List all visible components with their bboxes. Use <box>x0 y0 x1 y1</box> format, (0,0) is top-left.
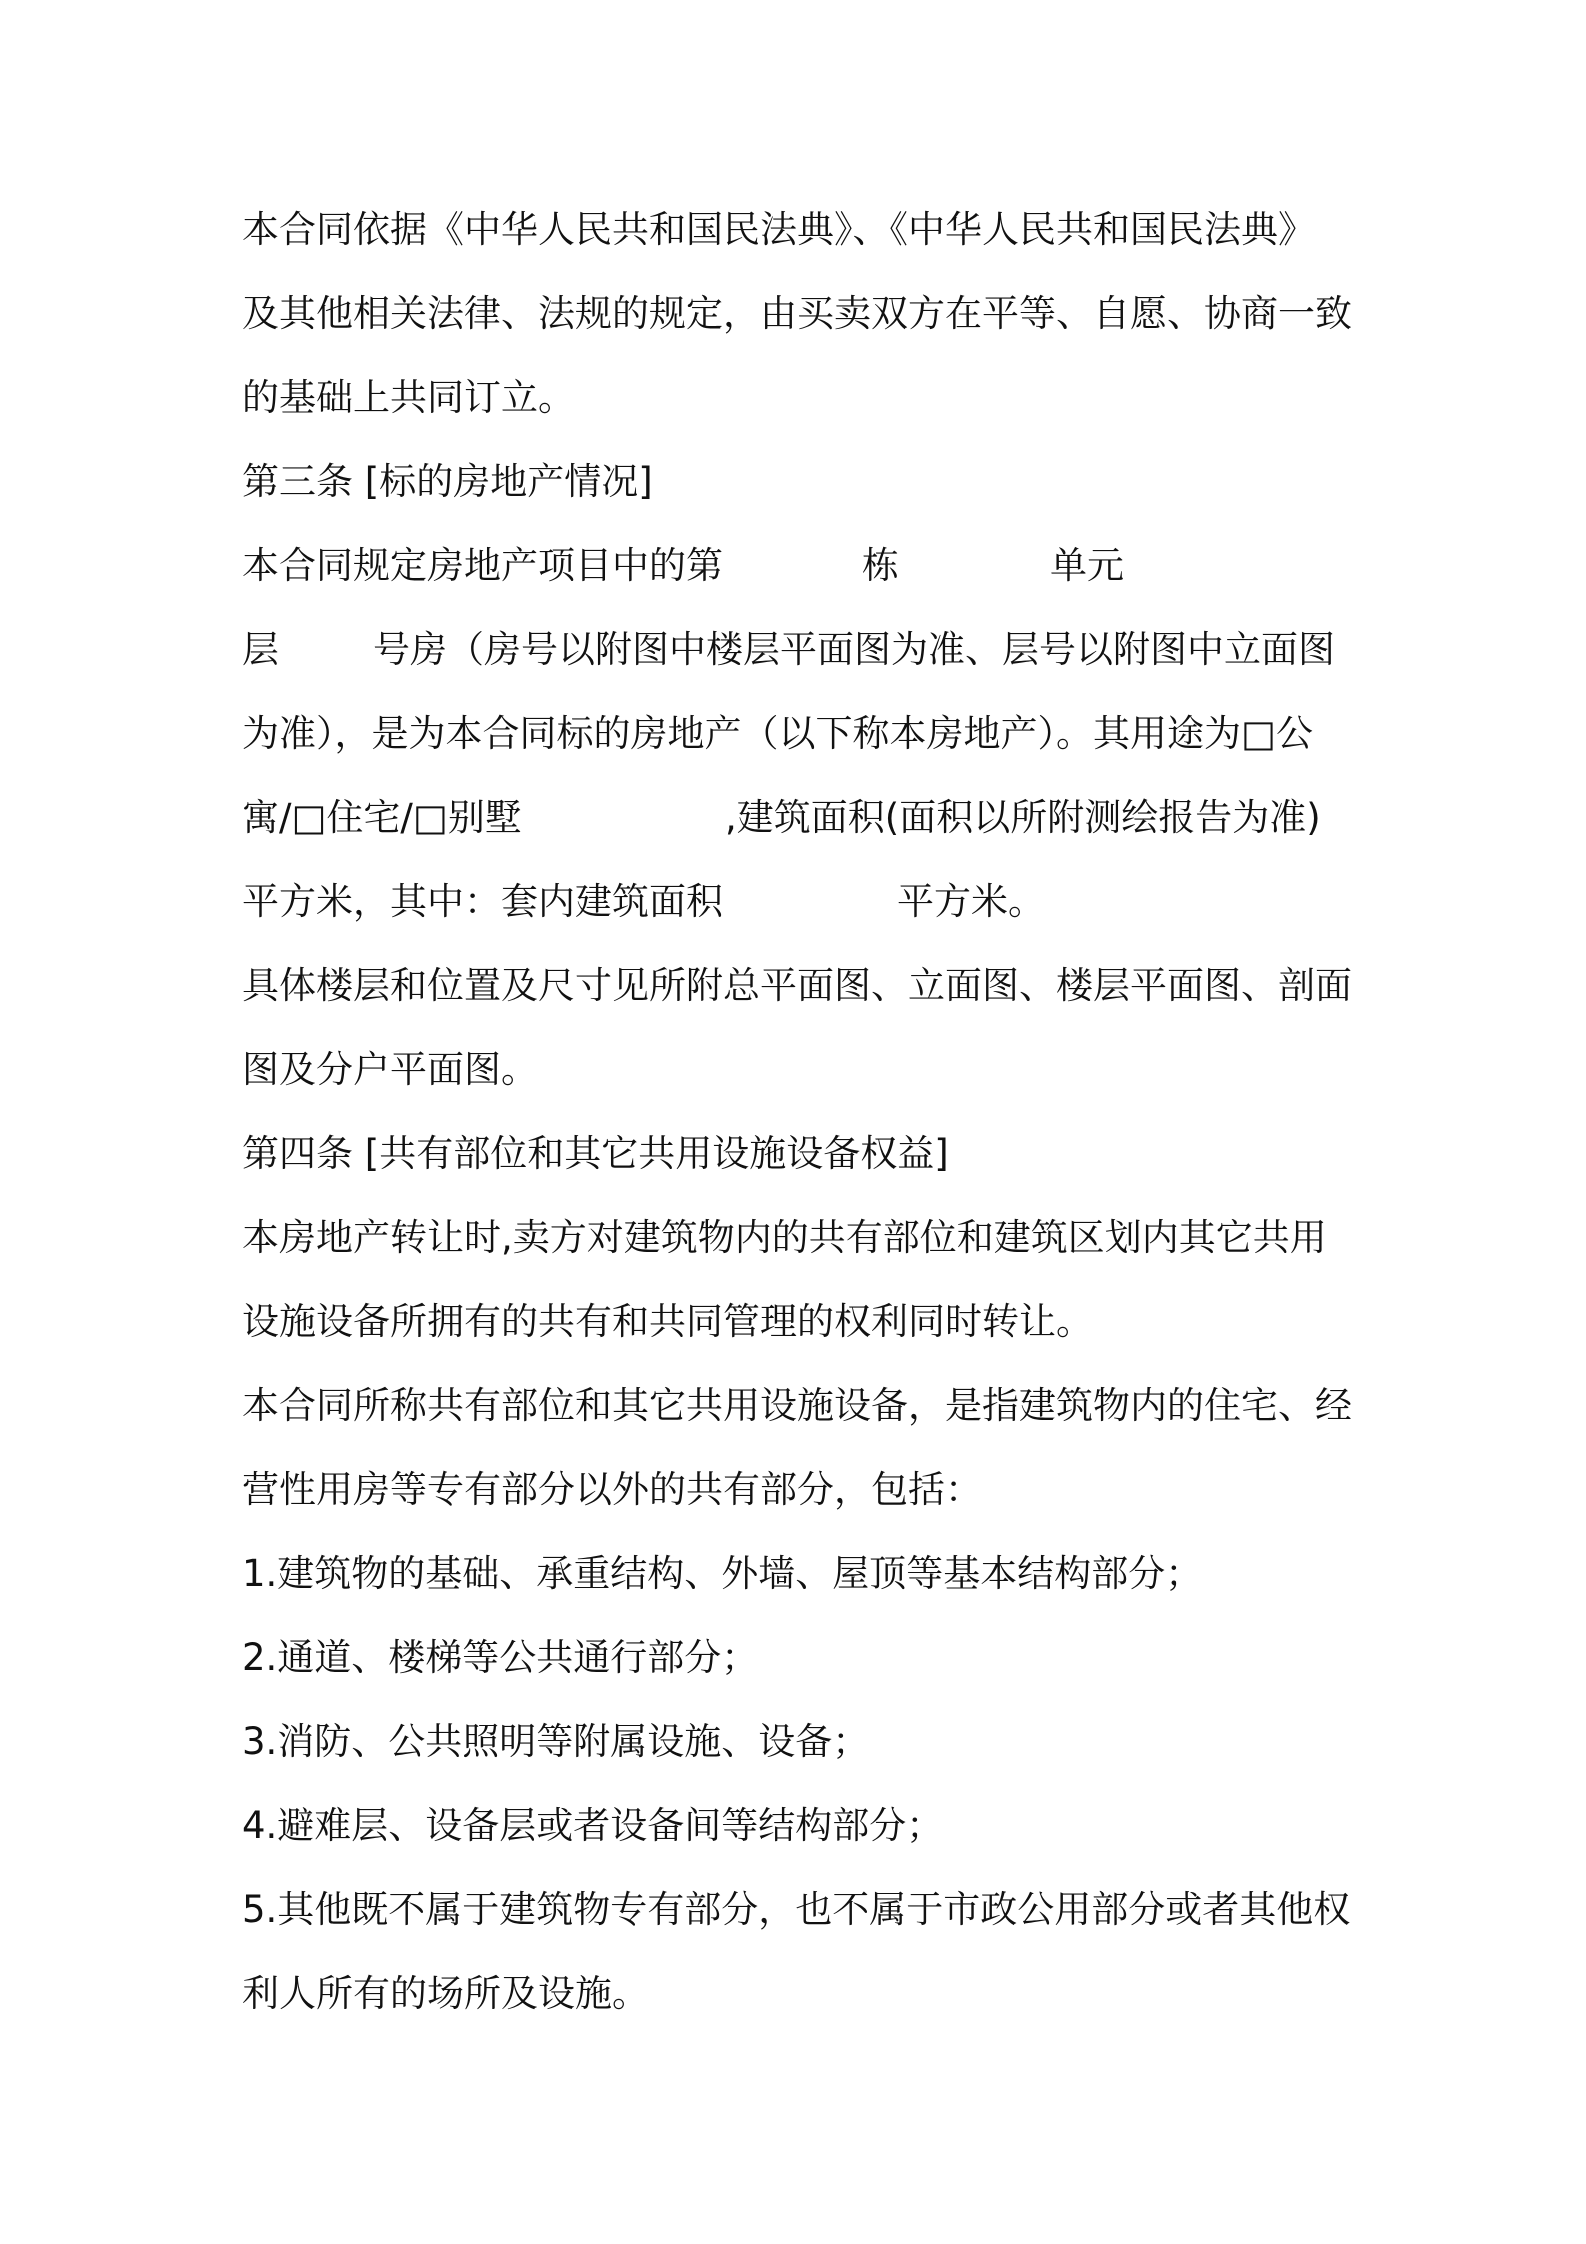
floor-label: 层 <box>242 628 279 671</box>
article-3-line-3: 为准），是为本合同标的房地产（以下称本房地产）。其用途为□公 <box>242 712 1313 755</box>
building-number-prefix: 本合同规定房地产项目中的第 <box>242 544 723 587</box>
inner-area-prefix: 平方米，其中：套内建筑面积 <box>242 880 723 923</box>
usage-options: 寓/□住宅/□别墅 <box>242 796 522 839</box>
unit-label: 单元 <box>1050 544 1124 587</box>
article-3-heading: 第三条 [标的房地产情况] <box>242 460 653 503</box>
list-item-5: 5.其他既不属于建筑物专有部分，也不属于市政公用部分或者其他权 <box>242 1888 1351 1931</box>
article-4-para-1-line-2: 设施设备所拥有的共有和共同管理的权利同时转让。 <box>242 1300 1093 1343</box>
article-4-para-2-line-1: 本合同所称共有部位和其它共用设施设备，是指建筑物内的住宅、经 <box>242 1384 1352 1427</box>
building-area-text: ,建筑面积(面积以所附测绘报告为准) <box>725 796 1321 839</box>
intro-line-1: 本合同依据《中华人民共和国民法典》、《中华人民共和国民法典》 <box>242 208 1315 251</box>
article-4-heading: 第四条 [共有部位和其它共用设施设备权益] <box>242 1132 949 1175</box>
list-item-3: 3.消防、公共照明等附属设施、设备； <box>242 1720 870 1763</box>
list-item-4: 4.避难层、设备层或者设备间等结构部分； <box>242 1804 944 1847</box>
location-line-2: 图及分户平面图。 <box>242 1048 538 1091</box>
list-item-5-continued: 利人所有的场所及设施。 <box>242 1972 649 2015</box>
intro-line-3: 的基础上共同订立。 <box>242 376 575 419</box>
list-item-2: 2.通道、楼梯等公共通行部分； <box>242 1636 759 1679</box>
location-line-1: 具体楼层和位置及尺寸见所附总平面图、立面图、楼层平面图、剖面 <box>242 964 1352 1007</box>
inner-area-suffix: 平方米。 <box>897 880 1045 923</box>
article-4-para-2-line-2: 营性用房等专有部分以外的共有部分，包括： <box>242 1468 982 1511</box>
building-label: 栋 <box>862 544 899 587</box>
room-description: 号房（房号以附图中楼层平面图为准、层号以附图中立面图 <box>373 628 1335 671</box>
intro-line-2: 及其他相关法律、法规的规定，由买卖双方在平等、自愿、协商一致 <box>242 292 1352 335</box>
list-item-1: 1.建筑物的基础、承重结构、外墙、屋顶等基本结构部分； <box>242 1552 1203 1595</box>
article-4-para-1-line-1: 本房地产转让时,卖方对建筑物内的共有部位和建筑区划内其它共用 <box>242 1216 1327 1259</box>
